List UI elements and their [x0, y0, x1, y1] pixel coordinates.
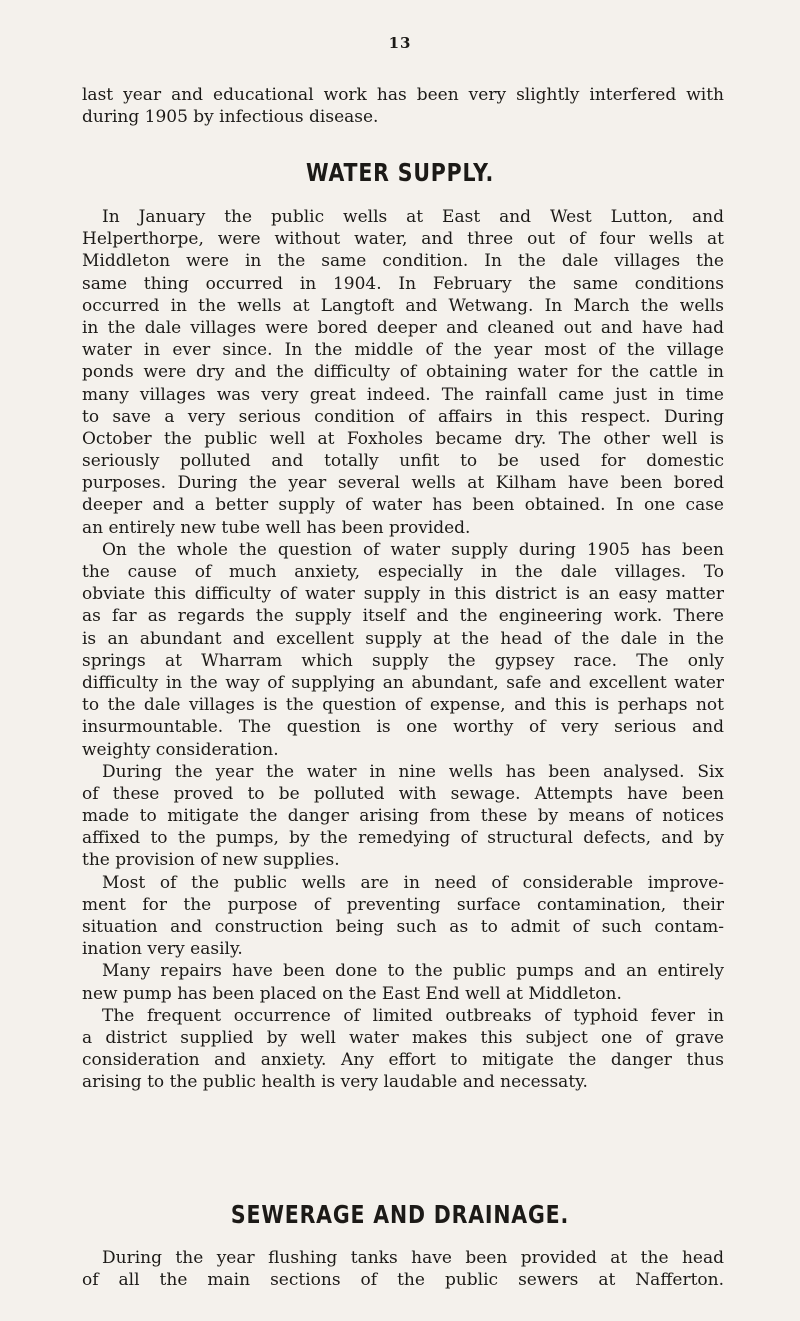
intro-paragraph: [82, 84, 724, 128]
text-line: made to mitigate the danger arising from these by means of notices: [82, 806, 724, 827]
text-line: October the public well at Foxholes became dry. The other well is: [82, 428, 724, 449]
text-line: to save a very serious condition of affairs in this respect. During: [82, 406, 724, 427]
text-line: affixed to the pumps, by the remedying of structural defects, and by: [82, 828, 724, 849]
text-line: last year and educational work has been very slightly interfered with: [82, 85, 724, 105]
text-line: water in ever since. In the middle of the year most of the village: [82, 340, 724, 361]
text-line: insurmountable. The question is one worthy of very serious and: [82, 717, 724, 738]
text-line: seriously polluted and totally unfit to be used for domestic: [82, 451, 724, 472]
text-line: same thing occurred in 1904. In February the same conditions: [82, 273, 724, 294]
text-line: purposes. During the year several wells at Kilham have been bored: [82, 473, 724, 494]
water-supply-body: [82, 206, 724, 1094]
text-line: weighty consideration.: [82, 739, 279, 760]
text-line: On the whole the question of water supply during 1905 has been: [102, 539, 724, 560]
text-line: Helperthorpe, were without water, and three out of four wells at: [82, 229, 724, 250]
text-line: during 1905 by infectious disease.: [82, 107, 379, 128]
text-line: the cause of much anxiety, especially in the dale villages. To: [82, 562, 724, 582]
text-line: many villages was very great indeed. The rainfall came just in time: [82, 384, 724, 405]
text-line: new pump has been placed on the East End well at Middleton.: [82, 983, 622, 1004]
text-line: During the year the water in nine wells has been analysed. Six: [102, 761, 724, 782]
text-line: The frequent occurrence of limited outbreaks of typhoid fever in: [102, 1005, 724, 1026]
text-line: During the year flushing tanks have been provided at the head: [102, 1248, 724, 1268]
section-heading-sewerage: SEWERAGE AND DRAINAGE.: [230, 1200, 570, 1229]
text-line: to the dale villages is the question of expense, and this is perhaps not: [82, 695, 724, 716]
text-line: In January the public wells at East and West Lutton, and: [102, 207, 724, 227]
text-line: an entirely new tube well has been provided.: [82, 517, 471, 538]
text-line: Most of the public wells are in need of considerable improve-: [102, 872, 724, 893]
text-line: arising to the public health is very laudable and necessaty.: [82, 1072, 588, 1093]
page-number: 13: [388, 34, 412, 52]
text-line: ment for the purpose of preventing surface contamination, their: [82, 894, 724, 915]
text-line: in the dale villages were bored deeper and cleaned out and have had: [82, 317, 724, 338]
text-line: consideration and anxiety. Any effort to mitigate the danger thus: [82, 1050, 724, 1071]
section-heading-water-supply: WATER SUPPLY.: [305, 158, 495, 187]
text-line: ination very easily.: [82, 939, 243, 960]
text-line: Many repairs have been done to the public pumps and an entirely: [102, 961, 724, 982]
text-line: ponds were dry and the difficulty of obtaining water for the cattle in: [82, 362, 724, 383]
sewerage-body: [82, 1247, 724, 1291]
text-line: situation and construction being such as to admit of such contam-: [82, 917, 724, 937]
text-line: of these proved to be polluted with sewage. Attempts have been: [82, 783, 724, 804]
text-line: the provision of new supplies.: [82, 850, 340, 871]
text-line: as far as regards the supply itself and the engineering work. There: [82, 606, 724, 627]
text-line: is an abundant and excellent supply at the head of the dale in the: [82, 628, 724, 649]
text-line: a district supplied by well water makes this subject one of grave: [82, 1027, 724, 1048]
text-line: springs at Wharram which supply the gypsey race. The only: [82, 650, 724, 671]
text-line: Middleton were in the same condition. In the dale villages the: [82, 251, 724, 272]
text-line: difficulty in the way of supplying an abundant, safe and excellent water: [82, 672, 724, 693]
text-line: occurred in the wells at Langtoft and Wetwang. In March the wells: [82, 295, 724, 316]
text-line: deeper and a better supply of water has been obtained. In one case: [82, 495, 724, 516]
text-line: of all the main sections of the public sewers at Nafferton.: [82, 1270, 724, 1291]
text-line: obviate this difficulty of water supply in this district is an easy matter: [82, 584, 724, 605]
